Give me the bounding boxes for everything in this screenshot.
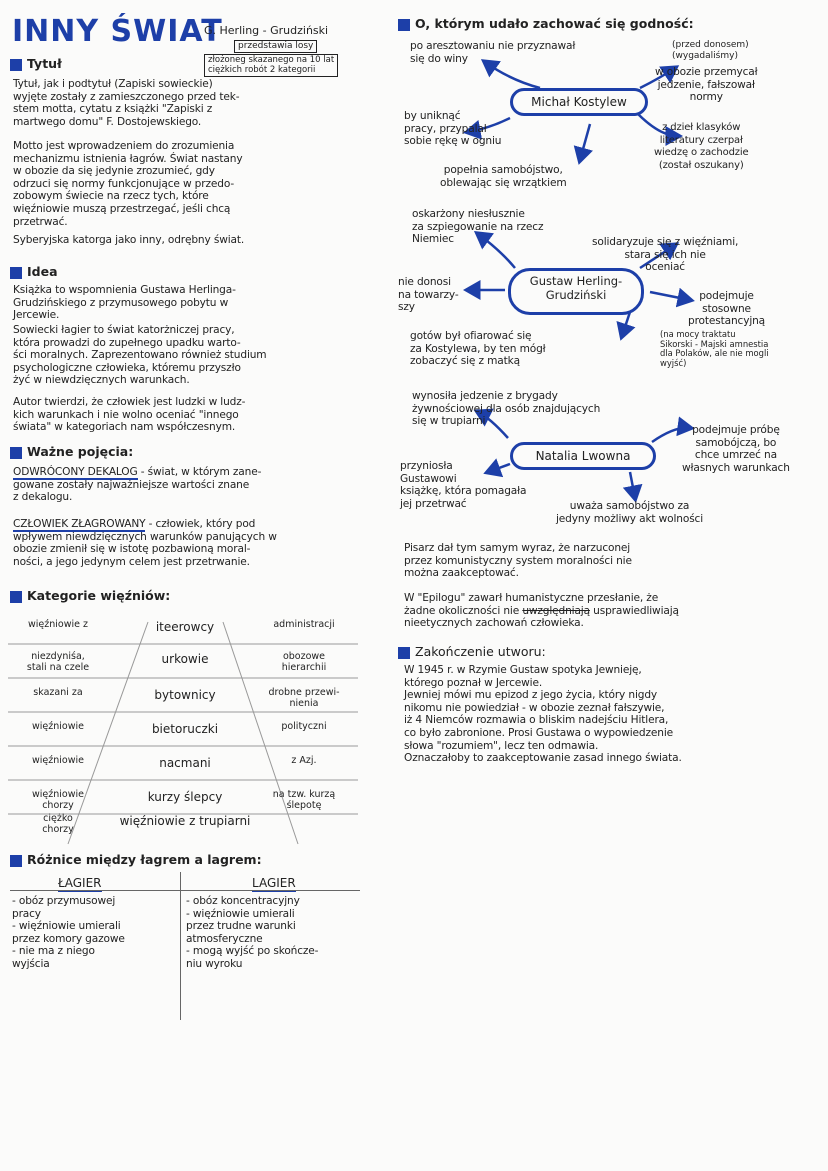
natalia-note-4: uważa samobójstwo za jedyny możliwy akt wolności — [556, 500, 704, 525]
michal-note-3: w obozie przemycał jedzenie, fałszował normy — [655, 66, 758, 104]
heading-tytul: Tytuł — [10, 56, 62, 71]
michal-note-6: popełnia samobójstwo, oblewając się wrzątkiem — [440, 164, 567, 189]
bullet-square-icon — [10, 447, 22, 459]
bullet-square-icon — [10, 591, 22, 603]
lagier-list-2: - obóz koncentracyjny - więźniowie umierali przez trudne warunki atmosferyczne - mogą wyjść po skończe- niu wyroku — [186, 895, 319, 970]
natalia-note-2: podejmuje próbę samobójczą, bo chce umrzeć na własnych warunkach — [682, 424, 790, 474]
category-left-label: więźniowie z — [28, 619, 88, 630]
category-right-label: na tzw. kurzą ślepotę — [272, 789, 336, 811]
heading-pojecia: Ważne pojęcia: — [10, 444, 133, 459]
bullet-square-icon — [398, 647, 410, 659]
category-right-label: z Azj. — [291, 755, 317, 766]
tytul-text: Tytuł, jak i podtytuł (Zapiski sowieckie) wyjęte zostały z zamieszczonego przed tek- stem motta, cytatu z książki "Zapiski z martwego domu" F. Dostojewskiego. — [13, 78, 240, 128]
page-title: INNY ŚWIAT — [12, 14, 223, 49]
heading-roznice: Różnice między łagrem a lagrem: — [10, 852, 262, 867]
idea-p1: Książka to wspomnienia Gustawa Herlinga- Grudzińskiego z przymusowego pobytu w Jercewie. — [13, 284, 236, 322]
category-name: urkowie — [161, 652, 209, 666]
definition-zlagrowany: CZŁOWIEK ZŁAGROWANY - człowiek, który pod wpływem niewdzięcznych warunków panujących w obozie zmienił się w istotę pozbawioną moral- ności, a jego jedynym celem jest przetrwanie. — [13, 518, 277, 568]
author-name: G. Herling - Grudziński — [204, 24, 329, 37]
category-right-label: drobne przewi- nienia — [268, 687, 340, 709]
term-dekalog: ODWRÓCONY DEKALOG — [13, 466, 138, 478]
note-top: przedstawia losy — [234, 40, 317, 53]
heading-godnosc: O, którym udało zachować się godność: — [398, 16, 694, 31]
category-left-label: więźniowie — [32, 755, 84, 766]
heading-kategorie: Kategorie więźniów: — [10, 588, 170, 603]
gustaw-herling-node: Gustaw Herling- Grudziński — [508, 268, 644, 315]
category-name: bytownicy — [154, 688, 216, 702]
bullet-square-icon — [10, 267, 22, 279]
definition-dekalog: ODWRÓCONY DEKALOG - świat, w którym zane- gowane zostały najważniejsze wartości znane z dekalogu. — [13, 466, 262, 504]
category-name: iteerowcy — [155, 620, 215, 634]
michal-kostylew-node: Michał Kostylew — [510, 88, 648, 116]
table-divider — [10, 890, 360, 891]
category-right-label: obozowe hierarchii — [281, 651, 327, 673]
heading-idea: Idea — [10, 264, 58, 279]
michal-note-1: po aresztowaniu nie przyznawał się do winy — [410, 40, 576, 65]
bullet-square-icon — [10, 59, 22, 71]
bullet-square-icon — [10, 855, 22, 867]
michal-note-4: by uniknąć pracy, przypalał sobie rękę w ogniu — [404, 110, 502, 148]
category-left-label: skazani za — [33, 687, 83, 698]
lagier-list-1: - obóz przymusowej pracy - więźniowie umierali przez komory gazowe - nie ma z niego wyjścia — [12, 895, 125, 970]
col-title-lagier-1: ŁAGIER — [58, 876, 102, 890]
gustaw-note-5: (na mocy traktatu Sikorski - Majski amnestia dla Polaków, ale nie mogli wyjść) — [660, 329, 769, 368]
epilog-text: W "Epilogu" zawarł humanistyczne przesłanie, że żadne okoliczności nie uwzględniają usprawiedliwiają nieetycznych zachowań człowieka. — [404, 592, 679, 630]
category-name: bietoruczki — [151, 722, 219, 736]
category-name: więźniowie z trupiarni — [119, 814, 251, 828]
category-name: kurzy ślepcy — [147, 790, 223, 804]
gustaw-note-3: nie donosi na towarzy- szy — [398, 276, 459, 314]
category-right-label: polityczni — [281, 721, 327, 732]
category-right-label: administracji — [273, 619, 335, 630]
michal-note-2: (przed donosem) (wygadaliśmy) — [672, 40, 749, 61]
category-left-label: niezdyniśa, stali na czele — [26, 651, 90, 673]
idea-p2: Sowiecki łagier to świat katorżniczej pracy, która prowadzi do zupełnego upadku warto- ści moralnych. Zaprezentowano również studium psychologiczne człowieka, któremu przyszło żyć w niewdzięcznych warunkach. — [13, 324, 267, 387]
gustaw-note-1: oskarżony niesłusznie za szpiegowanie na rzecz Niemiec — [412, 208, 544, 246]
natalia-note-3: przyniosła Gustawowi książkę, która pomagała jej przetrwać — [400, 460, 527, 510]
idea-p3: Autor twierdzi, że człowiek jest ludzki w ludz- kich warunkach i nie wolno oceniać "innego świata" w kategoriach nam współczesnym. — [13, 396, 246, 434]
natalia-note-1: wynosiła jedzenie z brygady żywnościowej dla osób znajdujących się w trupiarni — [412, 390, 601, 428]
category-left-label: ciężko chorzy — [42, 813, 74, 835]
gustaw-note-4: podejmuje stosowne protestancyjną — [688, 290, 766, 328]
motto-text: Motto jest wprowadzeniem do zrozumienia mechanizmu istnienia łagrów. Świat nastany w obozie da się jedynie zrozumieć, gdy odrzuci się normy funkcjonujące w przedo- zobowym świecie na rzecz tych, które więźniowie muszą przestrzegać, jeśli chcą przetrwać. — [13, 140, 243, 228]
gustaw-note-6: gotów był ofiarować się za Kostylewa, by ten mógł zobaczyć się z matką — [410, 330, 546, 368]
category-left-label: więźniowie — [32, 721, 84, 732]
gustaw-note-2: solidaryzuje się z więźniami, stara się ich nie oceniać — [592, 236, 739, 274]
zakonczenie-text: W 1945 r. w Rzymie Gustaw spotyka Jewnieję, którego poznał w Jercewie. Jewniej mówi mu epizod z jego życia, który nigdy nikomu nie powiedział - w obozie zeznał fałszywie, iż 4 Niemców rozmawia o bliskim nadejściu Hitlera, co było zabronione. Prosi Gustawa o wypowiedzenie słowa "rozumiem", lecz ten odmawia. Oznaczałoby to zaakceptowanie zasad innego świata. — [404, 664, 682, 765]
struck-word: uwzględniają — [522, 604, 590, 617]
category-left-label: więźniowie chorzy — [32, 789, 84, 811]
category-name: nacmani — [159, 756, 211, 770]
bullet-square-icon — [398, 19, 410, 31]
col-title-lagier-2: LAGIER — [252, 876, 296, 890]
term-zlagrowany: CZŁOWIEK ZŁAGROWANY — [13, 518, 146, 530]
note-box: złożoneg skazanego na 10 lat ciężkich robót 2 kategorii — [204, 54, 338, 77]
heading-zakonczenie: Zakończenie utworu: — [398, 644, 546, 659]
michal-note-5: z dzieł klasyków literatury czerpał wiedzę o zachodzie (został oszukany) — [654, 122, 749, 171]
pisarz-text: Pisarz dał tym samym wyraz, że narzuconej przez komunistyczny system moralności nie można zaakceptować. — [404, 542, 632, 580]
natalia-lwowna-node: Natalia Lwowna — [510, 442, 656, 470]
sybir-text: Syberyjska katorga jako inny, odrębny świat. — [13, 234, 245, 246]
